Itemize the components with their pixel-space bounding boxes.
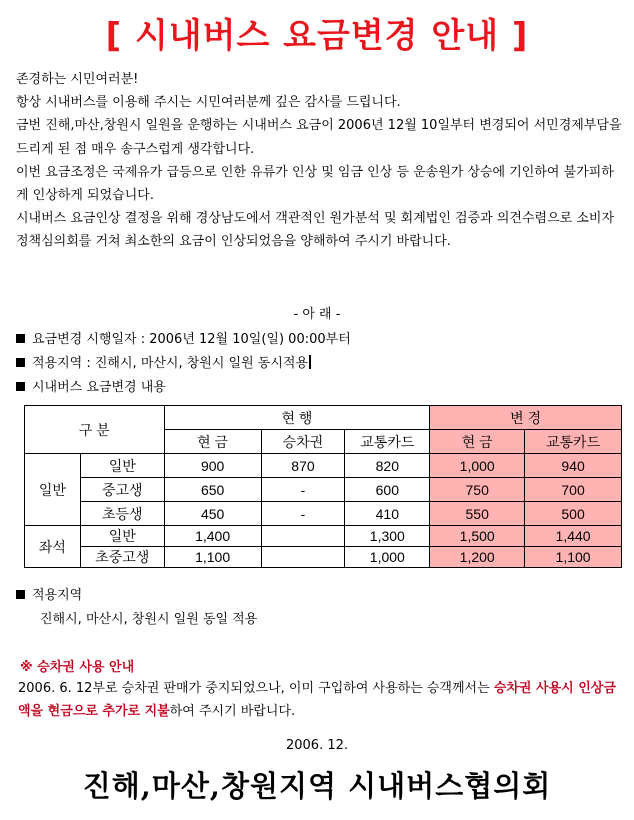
region-text: 진해시, 마산시, 창원시 일원 동일 적용 <box>40 612 258 627</box>
notice-title: [ 시내버스 요금변경 안내 ] <box>105 16 529 56</box>
cell-card: 410 <box>345 502 430 526</box>
intro-line: 시내버스 요금인상 결정을 위해 경상남도에서 객관적인 원가분석 및 회계법인 검증과 의견수렴으로 소비자정책심의회를 거쳐 최소한의 요금이 인상되었음을 양해하여 주시기 바랍니다. <box>16 211 615 250</box>
ticket-notice-emphasis: 승차권 사용시 인상금액을 현금으로 추가로 지불 <box>18 681 616 719</box>
cell-new-card: 1,100 <box>525 547 622 568</box>
cell-card: 1,300 <box>345 526 430 547</box>
row-label: 중고생 <box>80 478 164 502</box>
header-new-card: 교통카드 <box>525 430 622 454</box>
bullet-effective-date: 요금변경 시행일자 : 2006년 12월 10일(일) 00:00부터 <box>16 328 351 347</box>
bullet-region-apply: 적용지역 <box>16 584 82 603</box>
cell-new-card: 500 <box>525 502 622 526</box>
table-row <box>25 502 622 526</box>
cell-new-cash: 750 <box>430 478 525 502</box>
row-label: 초중고생 <box>80 547 164 568</box>
bullet-region: 적용지역 : 진해시, 마산시, 창원시 일원 동시적용 <box>16 352 311 371</box>
bullet-fare-table: 시내버스 요금변경 내용 <box>16 376 166 395</box>
square-bullet-icon <box>16 590 25 599</box>
table-row <box>25 526 622 547</box>
cell-ticket: - <box>261 478 345 502</box>
cell-new-card: 940 <box>525 454 622 478</box>
notice-date: 2006. 12. <box>285 738 349 753</box>
cell-ticket <box>261 526 345 547</box>
cell-new-cash: 1,500 <box>430 526 525 547</box>
text-cursor <box>309 355 311 369</box>
cell-cash: 1,100 <box>164 547 261 568</box>
table-row <box>25 478 622 502</box>
cell-ticket: - <box>261 502 345 526</box>
cell-ticket: 870 <box>261 454 345 478</box>
cell-cash: 900 <box>164 454 261 478</box>
header-change: 변 경 <box>430 406 622 430</box>
header-gubun: 구 분 <box>25 406 165 454</box>
intro-line: 항상 시내버스를 이용해 주시는 시민여러분께 깊은 감사를 드립니다. <box>16 95 401 111</box>
cell-new-card: 1,440 <box>525 526 622 547</box>
square-bullet-icon <box>16 382 25 391</box>
fare-table <box>24 405 622 568</box>
group-seated: 좌석 <box>25 526 81 568</box>
ticket-notice-heading: ※ 승차권 사용 안내 <box>20 660 135 675</box>
cell-new-cash: 1,000 <box>430 454 525 478</box>
header-current: 현 행 <box>164 406 430 430</box>
header-ticket: 승차권 <box>261 430 345 454</box>
cell-new-cash: 1,200 <box>430 547 525 568</box>
table-header-row <box>25 406 622 430</box>
header-new-cash: 현 금 <box>430 430 525 454</box>
cell-new-card: 700 <box>525 478 622 502</box>
cell-cash: 1,400 <box>164 526 261 547</box>
cell-new-cash: 550 <box>430 502 525 526</box>
intro-line: 금번 진해,마산,창원시 일원을 운행하는 시내버스 요금이 2006년 12월 10일부터 변경되어 서민경제부담을 드리게 된 점 매우 송구스럽게 생각합니다. <box>16 118 622 157</box>
ara-heading: - 아 래 - <box>293 307 341 322</box>
cell-card: 1,000 <box>345 547 430 568</box>
header-card: 교통카드 <box>345 430 430 454</box>
row-label: 초등생 <box>80 502 164 526</box>
table-row <box>25 454 622 478</box>
group-general: 일반 <box>25 454 81 526</box>
issuer-name: 진해,마산,창원지역 시내버스협의회 <box>82 769 552 803</box>
cell-ticket <box>261 547 345 568</box>
intro-line: 이번 요금조정은 국제유가 급등으로 인한 유류가 인상 및 임금 인상 등 운송원가 상승에 기인하여 불가피하게 인상하게 되었습니다. <box>16 164 614 204</box>
table-row <box>25 547 622 568</box>
cell-card: 820 <box>345 454 430 478</box>
cell-cash: 650 <box>164 478 261 502</box>
intro-greeting: 존경하는 시민여러분! <box>16 72 139 87</box>
square-bullet-icon <box>16 358 25 367</box>
ticket-notice-text: 2006. 6. 12부로 승차권 판매가 중지되었으나, 이미 구입하여 사용하는 승객께서는 승차권 사용시 인상금액을 현금으로 추가로 지불하여 주시기 바랍니다. <box>18 681 616 719</box>
cell-card: 600 <box>345 478 430 502</box>
header-cash: 현 금 <box>164 430 261 454</box>
row-label: 일반 <box>80 454 164 478</box>
square-bullet-icon <box>16 334 25 343</box>
intro-text <box>16 68 622 254</box>
cell-cash: 450 <box>164 502 261 526</box>
row-label: 일반 <box>80 526 164 547</box>
